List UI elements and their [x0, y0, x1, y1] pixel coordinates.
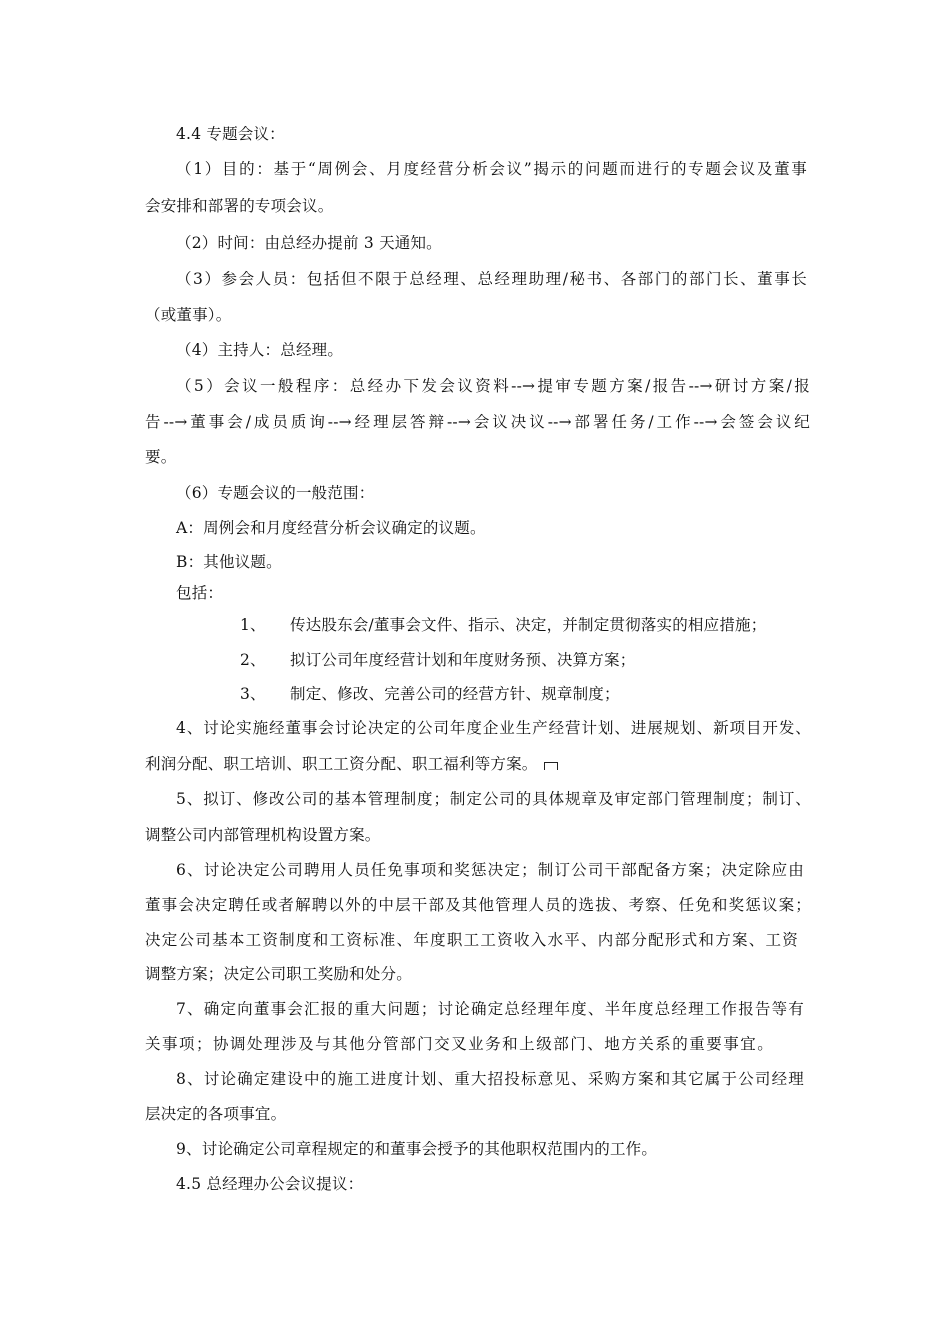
- point-4-line-2: [145, 754, 558, 774]
- item-b: B：其他议题。: [176, 553, 282, 571]
- item-5-line-3: 要。: [145, 448, 177, 466]
- item-1-line-2: 会安排和部署的专项会议。: [145, 197, 334, 215]
- item-5-line-2: 告--→董事会/成员质询--→经理层答辩--→会议决议--→部署任务/工作--→会签会议纪: [145, 413, 810, 431]
- point-7-line-2: 关事项；协调处理涉及与其他分管部门交叉业务和上级部门、地方关系的重要事宜。: [145, 1035, 773, 1053]
- section-heading-4-5: 4.5 总经理办公会议提议：: [176, 1175, 364, 1193]
- point-6-line-3: 决定公司基本工资制度和工资标准、年度职工工资收入水平、内部分配形式和方案、工资: [145, 931, 798, 949]
- point-4-line-1: 4、讨论实施经董事会讨论决定的公司年度企业生产经营计划、进展规划、新项目开发、: [176, 719, 811, 737]
- includes-label: 包括：: [176, 584, 224, 602]
- point-6-line-2: 董事会决定聘任或者解聘以外的中层干部及其他管理人员的选拔、考察、任免和奖惩议案；: [145, 896, 811, 914]
- item-4: （4）主持人：总经理。: [176, 341, 344, 359]
- item-6: （6）专题会议的一般范围：: [176, 484, 375, 502]
- list-number: 1、: [240, 616, 266, 634]
- list-number: 3、: [240, 685, 266, 703]
- point-5-line-2: 调整公司内部管理机构设置方案。: [145, 826, 381, 844]
- list-text: 拟订公司年度经营计划和年度财务预、决算方案；: [290, 651, 636, 669]
- point-9: 9、讨论确定公司章程规定的和董事会授予的其他职权范围内的工作。: [176, 1140, 658, 1158]
- list-item-1: [240, 615, 766, 635]
- point-8-line-2: 层决定的各项事宜。: [145, 1105, 287, 1123]
- point-6-line-1: 6、讨论决定公司聘用人员任免事项和奖惩决定；制订公司干部配备方案；决定除应由: [176, 861, 804, 879]
- list-number: 2、: [240, 651, 266, 669]
- item-a: A：周例会和月度经营分析会议确定的议题。: [176, 519, 486, 537]
- point-4-text: 利润分配、职工培训、职工工资分配、职工福利等方案。: [145, 755, 538, 773]
- list-text: 制定、修改、完善公司的经营方针、规章制度；: [290, 685, 620, 703]
- list-item-3: [240, 684, 620, 704]
- point-8-line-1: 8、讨论确定建设中的施工进度计划、重大招投标意见、采购方案和其它属于公司经理: [176, 1070, 804, 1088]
- item-1-line-1: （1）目的：基于“周例会、月度经营分析会议”揭示的问题而进行的专题会议及董事: [176, 160, 807, 178]
- item-3-line-2: （或董事）。: [145, 306, 232, 324]
- point-6-line-4: 调整方案；决定公司职工奖励和处分。: [145, 965, 412, 983]
- item-3-line-1: （3）参会人员：包括但不限于总经理、总经理助理/秘书、各部门的部门长、董事长: [176, 270, 807, 288]
- point-7-line-1: 7、确定向董事会汇报的重大问题；讨论确定总经理年度、半年度总经理工作报告等有: [176, 1000, 804, 1018]
- item-2: （2）时间：由总经办提前 3 天通知。: [176, 234, 442, 252]
- section-heading-4-4: 4.4 专题会议：: [176, 125, 285, 143]
- bracket-mark-icon: [544, 762, 558, 770]
- list-text: 传达股东会/董事会文件、指示、决定，并制定贯彻落实的相应措施；: [290, 616, 767, 634]
- point-5-line-1: 5、拟订、修改公司的基本管理制度；制定公司的具体规章及审定部门管理制度；制订、: [176, 790, 811, 808]
- item-5-line-1: （5）会议一般程序：总经办下发会议资料--→提审专题方案/报告--→研讨方案/报: [176, 377, 810, 395]
- list-item-2: [240, 650, 635, 670]
